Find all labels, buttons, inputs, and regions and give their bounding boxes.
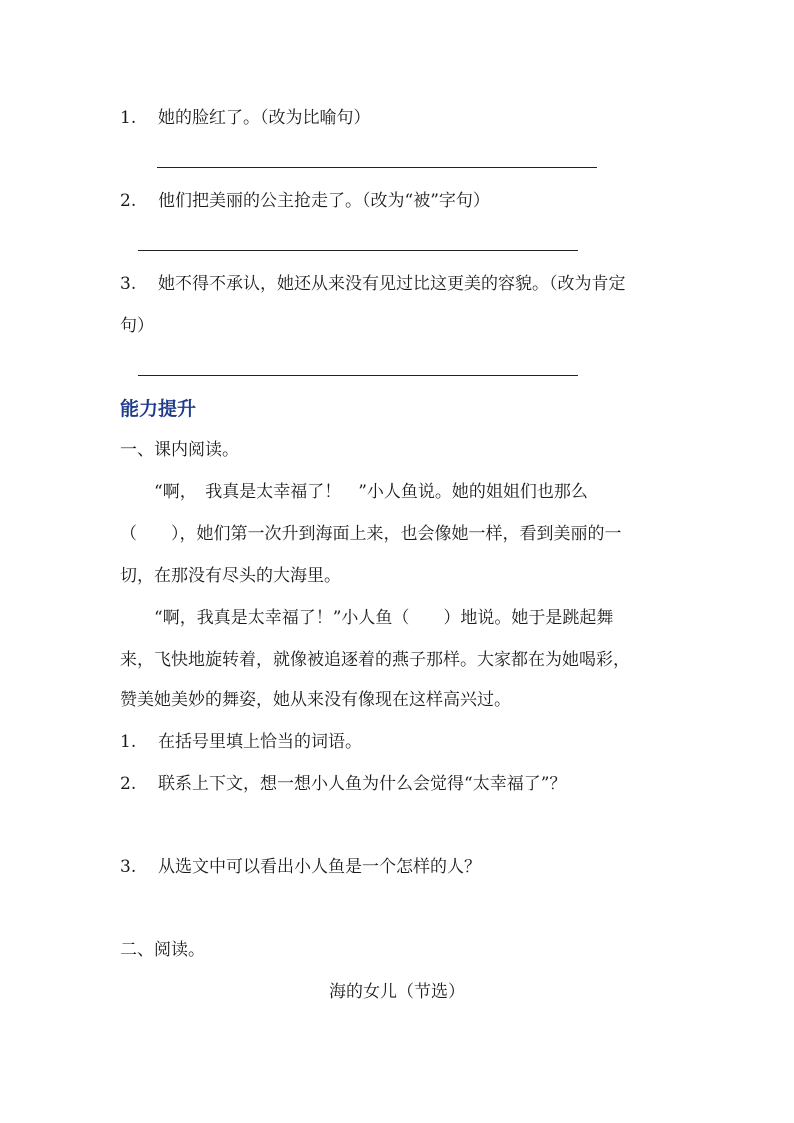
- article-title: 海的女儿（节选）: [329, 982, 465, 1002]
- part2-title: 二、阅读。: [120, 940, 205, 960]
- question-1: [120, 732, 362, 752]
- passage-line: “啊，我真是太幸福了！”小人鱼（ ）地说。她于是跳起舞: [120, 608, 614, 628]
- exercise-number: 2.: [120, 191, 137, 211]
- part1-title: 一、课内阅读。: [120, 440, 239, 460]
- answer-line[interactable]: [138, 375, 578, 376]
- answer-line[interactable]: [157, 167, 597, 168]
- answer-line[interactable]: [138, 250, 578, 251]
- question-2: [120, 774, 566, 794]
- section-heading: 能力提升: [120, 398, 197, 420]
- passage-line: 切，在那没有尽头的大海里。: [120, 566, 341, 586]
- question-text: 联系上下文，想一想小人鱼为什么会觉得“太幸福了”？: [158, 774, 567, 794]
- passage-line: 赞美她美妙的舞姿，她从来没有像现在这样高兴过。: [120, 690, 511, 710]
- question-number: 3.: [120, 857, 137, 877]
- passage-line: （ ），她们第一次升到海面上来，也会像她一样，看到美丽的一: [120, 524, 622, 544]
- question-3: [120, 857, 481, 877]
- exercise-text: 她的脸红了。（改为比喻句）: [158, 108, 371, 128]
- passage-line: “啊， 我真是太幸福了！ ”小人鱼说。她的姐姐们也那么: [120, 482, 588, 502]
- exercise-text: 她不得不承认，她还从来没有见过比这更美的容貌。（改为肯定: [158, 274, 626, 294]
- exercise-1: [120, 108, 371, 128]
- exercise-number: 3.: [120, 274, 137, 294]
- question-text: 在括号里填上恰当的词语。: [158, 732, 362, 752]
- exercise-3: [120, 274, 626, 294]
- exercise-text: 他们把美丽的公主抢走了。（改为“被”字句）: [158, 191, 490, 211]
- question-number: 1.: [120, 732, 137, 752]
- passage-line: 来，飞快地旋转着，就像被追逐着的燕子那样。大家都在为她喝彩，: [120, 650, 630, 670]
- exercise-number: 1.: [120, 108, 137, 128]
- exercise-3-continued: 句）: [120, 316, 154, 336]
- question-number: 2.: [120, 774, 137, 794]
- exercise-2: [120, 191, 490, 211]
- question-text: 从选文中可以看出小人鱼是一个怎样的人？: [158, 857, 481, 877]
